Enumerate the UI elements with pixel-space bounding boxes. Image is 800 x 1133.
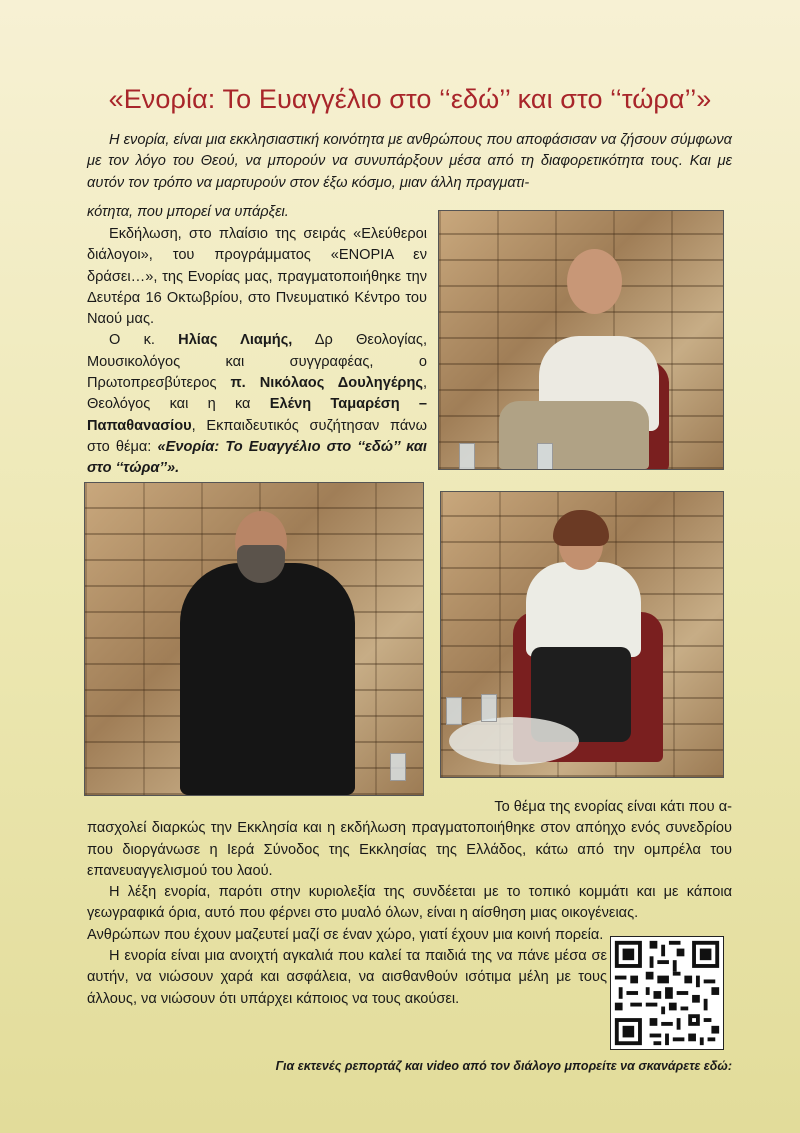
- event-topic: «Ενορία: Το Ευαγγέλιο στο ‘‘εδώ’’ και στο ‘‘τώρα’’».: [87, 438, 427, 477]
- intro-paragraph: Η ενορία, είναι μια εκκλησιαστική κοινότητα με ανθρώπους που αποφάσισαν να ζήσουν σύμφωνα με τον λόγο του Θεού, να μπορούν να συνυπάρξουν μέσα από τη διαφορετικότητα τους. Και με αυτόν τον τρόπο να μαρτυρούν στον έξω κόσμο, μιαν άλλη πραγματι-: [87, 132, 732, 191]
- qr-caption: Για εκτενές ρεπορτάζ και video από τον διάλογο μπορείτε να σκανάρετε εδώ:: [275, 1059, 732, 1073]
- speakers-text: Δρ Θεολογίας, Μουσικολόγος και συγγραφέας, ο Πρωτοπρεσβύτερος: [87, 332, 428, 392]
- speaker-name-douligeris: π. Νικόλαος Δουληγέρης: [230, 375, 423, 392]
- paragraph-topic-rest: πασχολεί διαρκώς την Εκκλησία και η εκδήλωση πραγματοποιήθηκε στον απόηχο ενός συνεδρίου που διοργάνωσε η Ιερά Σύνοδος της Εκκλησίας της Ελλάδος, κάτω από την ομπρέλα του επανευαγγελισμού του λαού.: [87, 820, 732, 879]
- event-paragraph: Εκδήλωση, στο πλαίσιο της σειράς «Ελεύθεροι διάλογοι», του προγράμματος «ΕΝΟΡΙΑ εν δράσει…», της Ενορίας μας, πραγματοποιήθηκε την Δευτέρα 16 Οκτωβρίου, στο Πνευματικό Κέντρο του Ναού μας.: [87, 226, 427, 328]
- intro-last-line: κότητα, που μπορεί να υπάρξει.: [87, 204, 289, 220]
- speakers-text: , Εκπαιδευτικός συζήτησαν πάνω στο θέμα:: [87, 417, 427, 455]
- qr-code[interactable]: [610, 936, 724, 1050]
- speaker-name-liamis: Ηλίας Λιαμής,: [178, 332, 293, 349]
- photo-speaker-douligeris: [84, 482, 424, 796]
- paragraph-topic-first-line: Το θέμα της ενορίας είναι κάτι που α-: [494, 799, 732, 815]
- paragraph-embrace: Η ενορία είναι μια ανοιχτή αγκαλιά που καλεί τα παιδιά της να πάνε μέσα σε αυτήν, να νιώσουν χαρά και ασφάλεια, να αισθανθούν ισότιμα μέλη με τους άλλους, να νιώσουν ότι υπάρχει κάποιος να τους ακούσει.: [87, 948, 607, 1007]
- article-title: «Ενορία: Το Ευαγγέλιο στο ‘‘εδώ’’ και στο ‘‘τώρα’’»: [108, 84, 712, 114]
- qr-code-icon: [611, 937, 723, 1049]
- event-column: [87, 224, 427, 480]
- speakers-text: , Θεολόγος και η κα: [87, 375, 428, 413]
- speakers-text: Ο κ.: [109, 332, 179, 349]
- paragraph-word-cont: Ανθρώπων που έχουν μαζευτεί μαζί σε έναν χώρο, γιατί έχουν μια κοινή πορεία.: [87, 926, 604, 943]
- paragraph-topic: [87, 797, 732, 882]
- speaker-name-tamaresi: Ελένη Ταμαρέση – Παπαθανασίου: [87, 396, 427, 434]
- speakers-paragraph: [87, 330, 427, 479]
- paragraph-word-a: Η λέξη ενορία, παρότι στην κυριολεξία της συνδέεται με το τοπικό κομμάτι και με κάποια γεωγραφικά όρια, αυτό που φέρνει στο μυαλό όλων, είναι η αίσθηση μιας οικογένειας.: [87, 884, 732, 922]
- photo-speaker-tamaresi: [440, 491, 724, 778]
- paragraph-word: [87, 882, 732, 925]
- photo-speaker-liamis: [438, 210, 724, 470]
